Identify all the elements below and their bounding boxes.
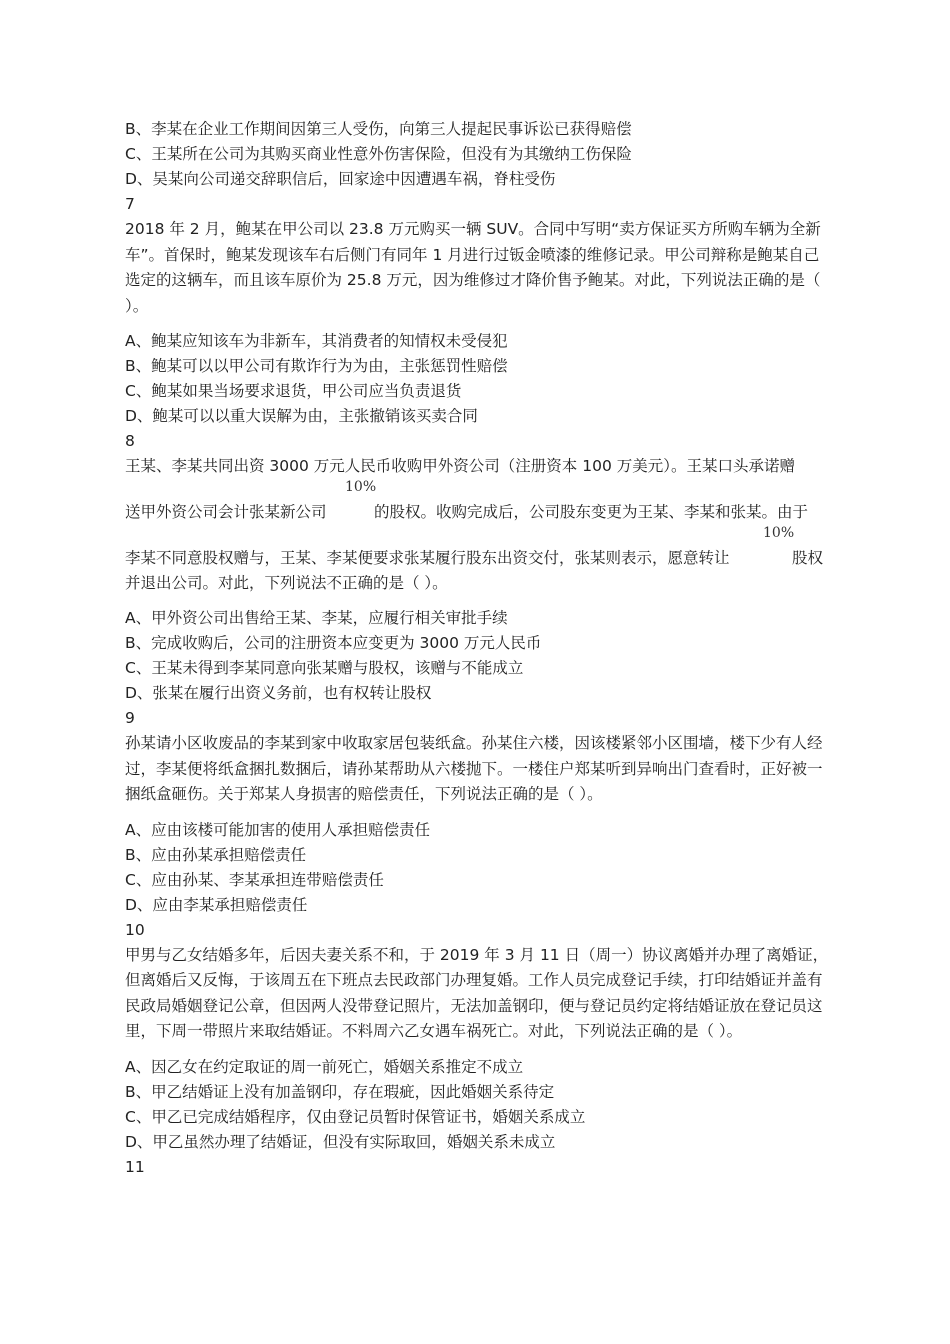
- option-b: B、李某在企业工作期间因第三人受伤，向第三人提起民事诉讼已获得赔偿: [125, 120, 632, 138]
- q8-stem-line-2a: 送甲外资公司会计张某新公司: [125, 503, 327, 521]
- q10-option-d: D、甲乙虽然办理了结婚证，但没有实际取回，婚姻关系未成立: [125, 1132, 556, 1151]
- question-number-8: 8: [125, 432, 135, 450]
- q8-option-c: C、王某未得到李某同意向张某赠与股权，该赠与不能成立: [125, 659, 524, 677]
- q10-option-a: A、因乙女在约定取证的周一前死亡，婚姻关系推定不成立: [125, 1057, 524, 1076]
- q9-option-d: D、应由李某承担赔偿责任: [125, 895, 308, 914]
- q8-stem-line-3: [125, 525, 830, 571]
- question-stem-7: 2018 年 2 月，鲍某在甲公司以 23.8 万元购买一辆 SUV。合同中写明“卖方保证买方所购车辆为全新车”。首保时，鲍某发现该车右后侧门有同年 1 月进行过钣金喷漆的维修记录。甲公司辩称是鲍某自己选定的这辆车，而且该车原价为 25.8 万元，因为维修过才降价售予鲍某。对此，下列说法正确的是（ ）。: [125, 220, 821, 315]
- q10-option-c: C、甲乙已完成结婚程序，仅由登记员暂时保管证书，婚姻关系成立: [125, 1107, 586, 1126]
- q9-option-a: A、应由该楼可能加害的使用人承担赔偿责任: [125, 820, 431, 839]
- q8-stem-line-3a: 李某不同意股权赠与，王某、李某便要求张某履行股东出资交付，张某则表示，愿意转让: [125, 549, 730, 567]
- percent-superscript: 10%: [763, 525, 795, 541]
- q8-option-b: B、完成收购后，公司的注册资本应变更为 3000 万元人民币: [125, 634, 542, 652]
- question-stem-9: 孙某请小区收废品的李某到家中收取家居包装纸盒。孙某住六楼，因该楼紧邻小区围墙，楼下少有人经过，李某便将纸盒捆扎数捆后，请孙某帮助从六楼抛下。一楼住户郑某听到异响出门查看时，正好被一捆纸盒砸伤。关于郑某人身损害的赔偿责任，下列说法正确的是（ ）。: [125, 734, 823, 803]
- q9-option-c: C、应由孙某、李某承担连带赔偿责任: [125, 870, 384, 889]
- q9-option-b: B、应由孙某承担赔偿责任: [125, 845, 307, 864]
- question-stem-10: 甲男与乙女结婚多年，后因夫妻关系不和，于 2019 年 3 月 11 日（周一）协议离婚并办理了离婚证，但离婚后又反悔，于该周五在下班点去民政部门办理复婚。工作人员完成登记手续，打印结婚证并盖有民政局婚姻登记公章，但因两人没带登记照片，无法加盖钢印，便与登记员约定将结婚证放在登记员这里，下周一带照片来取结婚证。不料周六乙女遇车祸死亡。对此，下列说法正确的是（ ）。: [125, 945, 829, 1040]
- percent-superscript: 10%: [345, 479, 377, 495]
- q8-stem-line-2b: 的股权。收购完成后，公司股东变更为王某、李某和张某。由于: [374, 503, 809, 521]
- q7-option-a: A、鲍某应知该车为非新车，其消费者的知情权未受侵犯: [125, 332, 508, 350]
- question-number-9: 9: [125, 709, 135, 727]
- q8-option-a: A、甲外资公司出售给王某、李某，应履行相关审批手续: [125, 609, 508, 627]
- q8-stem-line-3b: 股权: [792, 549, 824, 567]
- option-c: C、王某所在公司为其购买商业性意外伤害保险，但没有为其缴纳工伤保险: [125, 145, 632, 163]
- q10-option-b: B、甲乙结婚证上没有加盖钢印，存在瑕疵，因此婚姻关系待定: [125, 1082, 555, 1101]
- option-d: D、吴某向公司递交辞职信后，回家途中因遭遇车祸，脊柱受伤: [125, 170, 556, 188]
- q7-option-c: C、鲍某如果当场要求退货，甲公司应当负责退货: [125, 382, 462, 400]
- question-number-11: 11: [125, 1157, 145, 1176]
- q8-stem-line-1: 王某、李某共同出资 3000 万元人民币收购甲外资公司（注册资本 100 万美元）。王某口头承诺赠: [125, 457, 795, 475]
- question-number-10: 10: [125, 920, 145, 939]
- q7-option-b: B、鲍某可以以甲公司有欺诈行为为由，主张惩罚性赔偿: [125, 357, 508, 375]
- question-list: [125, 117, 830, 1180]
- question-number-7: 7: [125, 195, 135, 213]
- q8-option-d: D、张某在履行出资义务前，也有权转让股权: [125, 684, 432, 702]
- q8-stem-line-2: [125, 479, 830, 525]
- q7-option-d: D、鲍某可以以重大误解为由，主张撤销该买卖合同: [125, 407, 478, 425]
- q8-stem-line-4: 并退出公司。对此，下列说法不正确的是（ ）。: [125, 574, 448, 592]
